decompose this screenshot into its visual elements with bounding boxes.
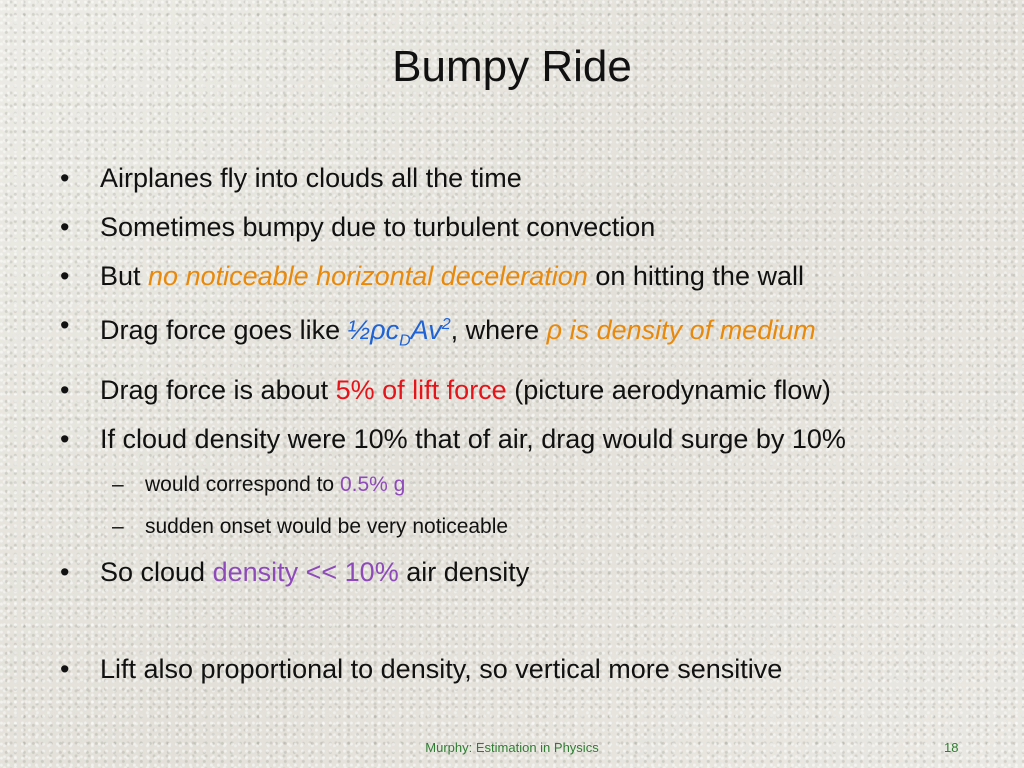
footer-text: Murphy: Estimation in Physics	[425, 740, 599, 755]
bullet-item	[60, 260, 1000, 292]
formula-part: Av	[410, 315, 442, 345]
bullet-marker: •	[60, 654, 70, 685]
emphasis-text: ρ is density of medium	[546, 315, 816, 345]
bullet-marker: •	[60, 212, 70, 242]
drag-formula	[347, 315, 451, 350]
dash-marker: –	[112, 473, 124, 497]
sub-bullet-text: would correspond to	[145, 473, 340, 497]
bullet-item	[60, 309, 1000, 357]
bullet-text: on hitting the wall	[587, 261, 804, 291]
bullet-item	[60, 653, 1000, 685]
sub-bullet-text: sudden onset would be very noticeable	[145, 515, 509, 539]
bullet-text: So cloud	[100, 557, 213, 588]
emphasis-text: no noticeable horizontal deceleration	[148, 261, 588, 291]
bullet-marker: •	[60, 424, 70, 455]
bullet-text: Drag force is about	[100, 375, 336, 406]
bullet-item	[60, 162, 1000, 194]
emphasis-text: 0.5% g	[339, 473, 406, 497]
page-number: 18	[944, 740, 959, 755]
bullet-text: Lift also proportional to density, so vertical more sensitive	[100, 654, 783, 685]
bullet-item	[60, 211, 1000, 243]
bullet-text: Drag force goes like	[100, 315, 348, 345]
bullet-text: Sometimes bumpy due to turbulent convection	[100, 212, 656, 242]
slide-title: Bumpy Ride	[392, 42, 632, 91]
bullet-marker: •	[60, 375, 70, 406]
bullet-marker: •	[60, 261, 70, 291]
bullet-list	[60, 162, 1000, 702]
bullet-text: , where	[450, 315, 547, 345]
bullet-text: If cloud density were 10% that of air, drag would surge by 10%	[100, 424, 846, 455]
bullet-text: But	[100, 261, 149, 291]
emphasis-text: 5% of lift force	[335, 375, 507, 406]
bullet-marker: •	[60, 163, 70, 193]
formula-subscript: D	[399, 332, 411, 350]
bullet-item	[60, 556, 1000, 588]
dash-marker: –	[112, 515, 124, 539]
bullet-marker: •	[60, 557, 70, 588]
emphasis-text: density << 10%	[212, 557, 399, 588]
sub-bullet-item	[60, 472, 1000, 498]
bullet-item	[60, 423, 1000, 455]
bullet-text: (picture aerodynamic flow)	[506, 375, 831, 406]
formula-superscript: 2	[441, 316, 451, 333]
bullet-text: air density	[398, 557, 530, 588]
formula-part: ½ρc	[347, 315, 400, 345]
sub-bullet-item	[60, 514, 1000, 540]
bullet-item	[60, 374, 1000, 406]
bullet-text: Airplanes fly into clouds all the time	[100, 163, 522, 193]
bullet-marker: •	[60, 310, 70, 340]
spacer	[60, 605, 1000, 653]
